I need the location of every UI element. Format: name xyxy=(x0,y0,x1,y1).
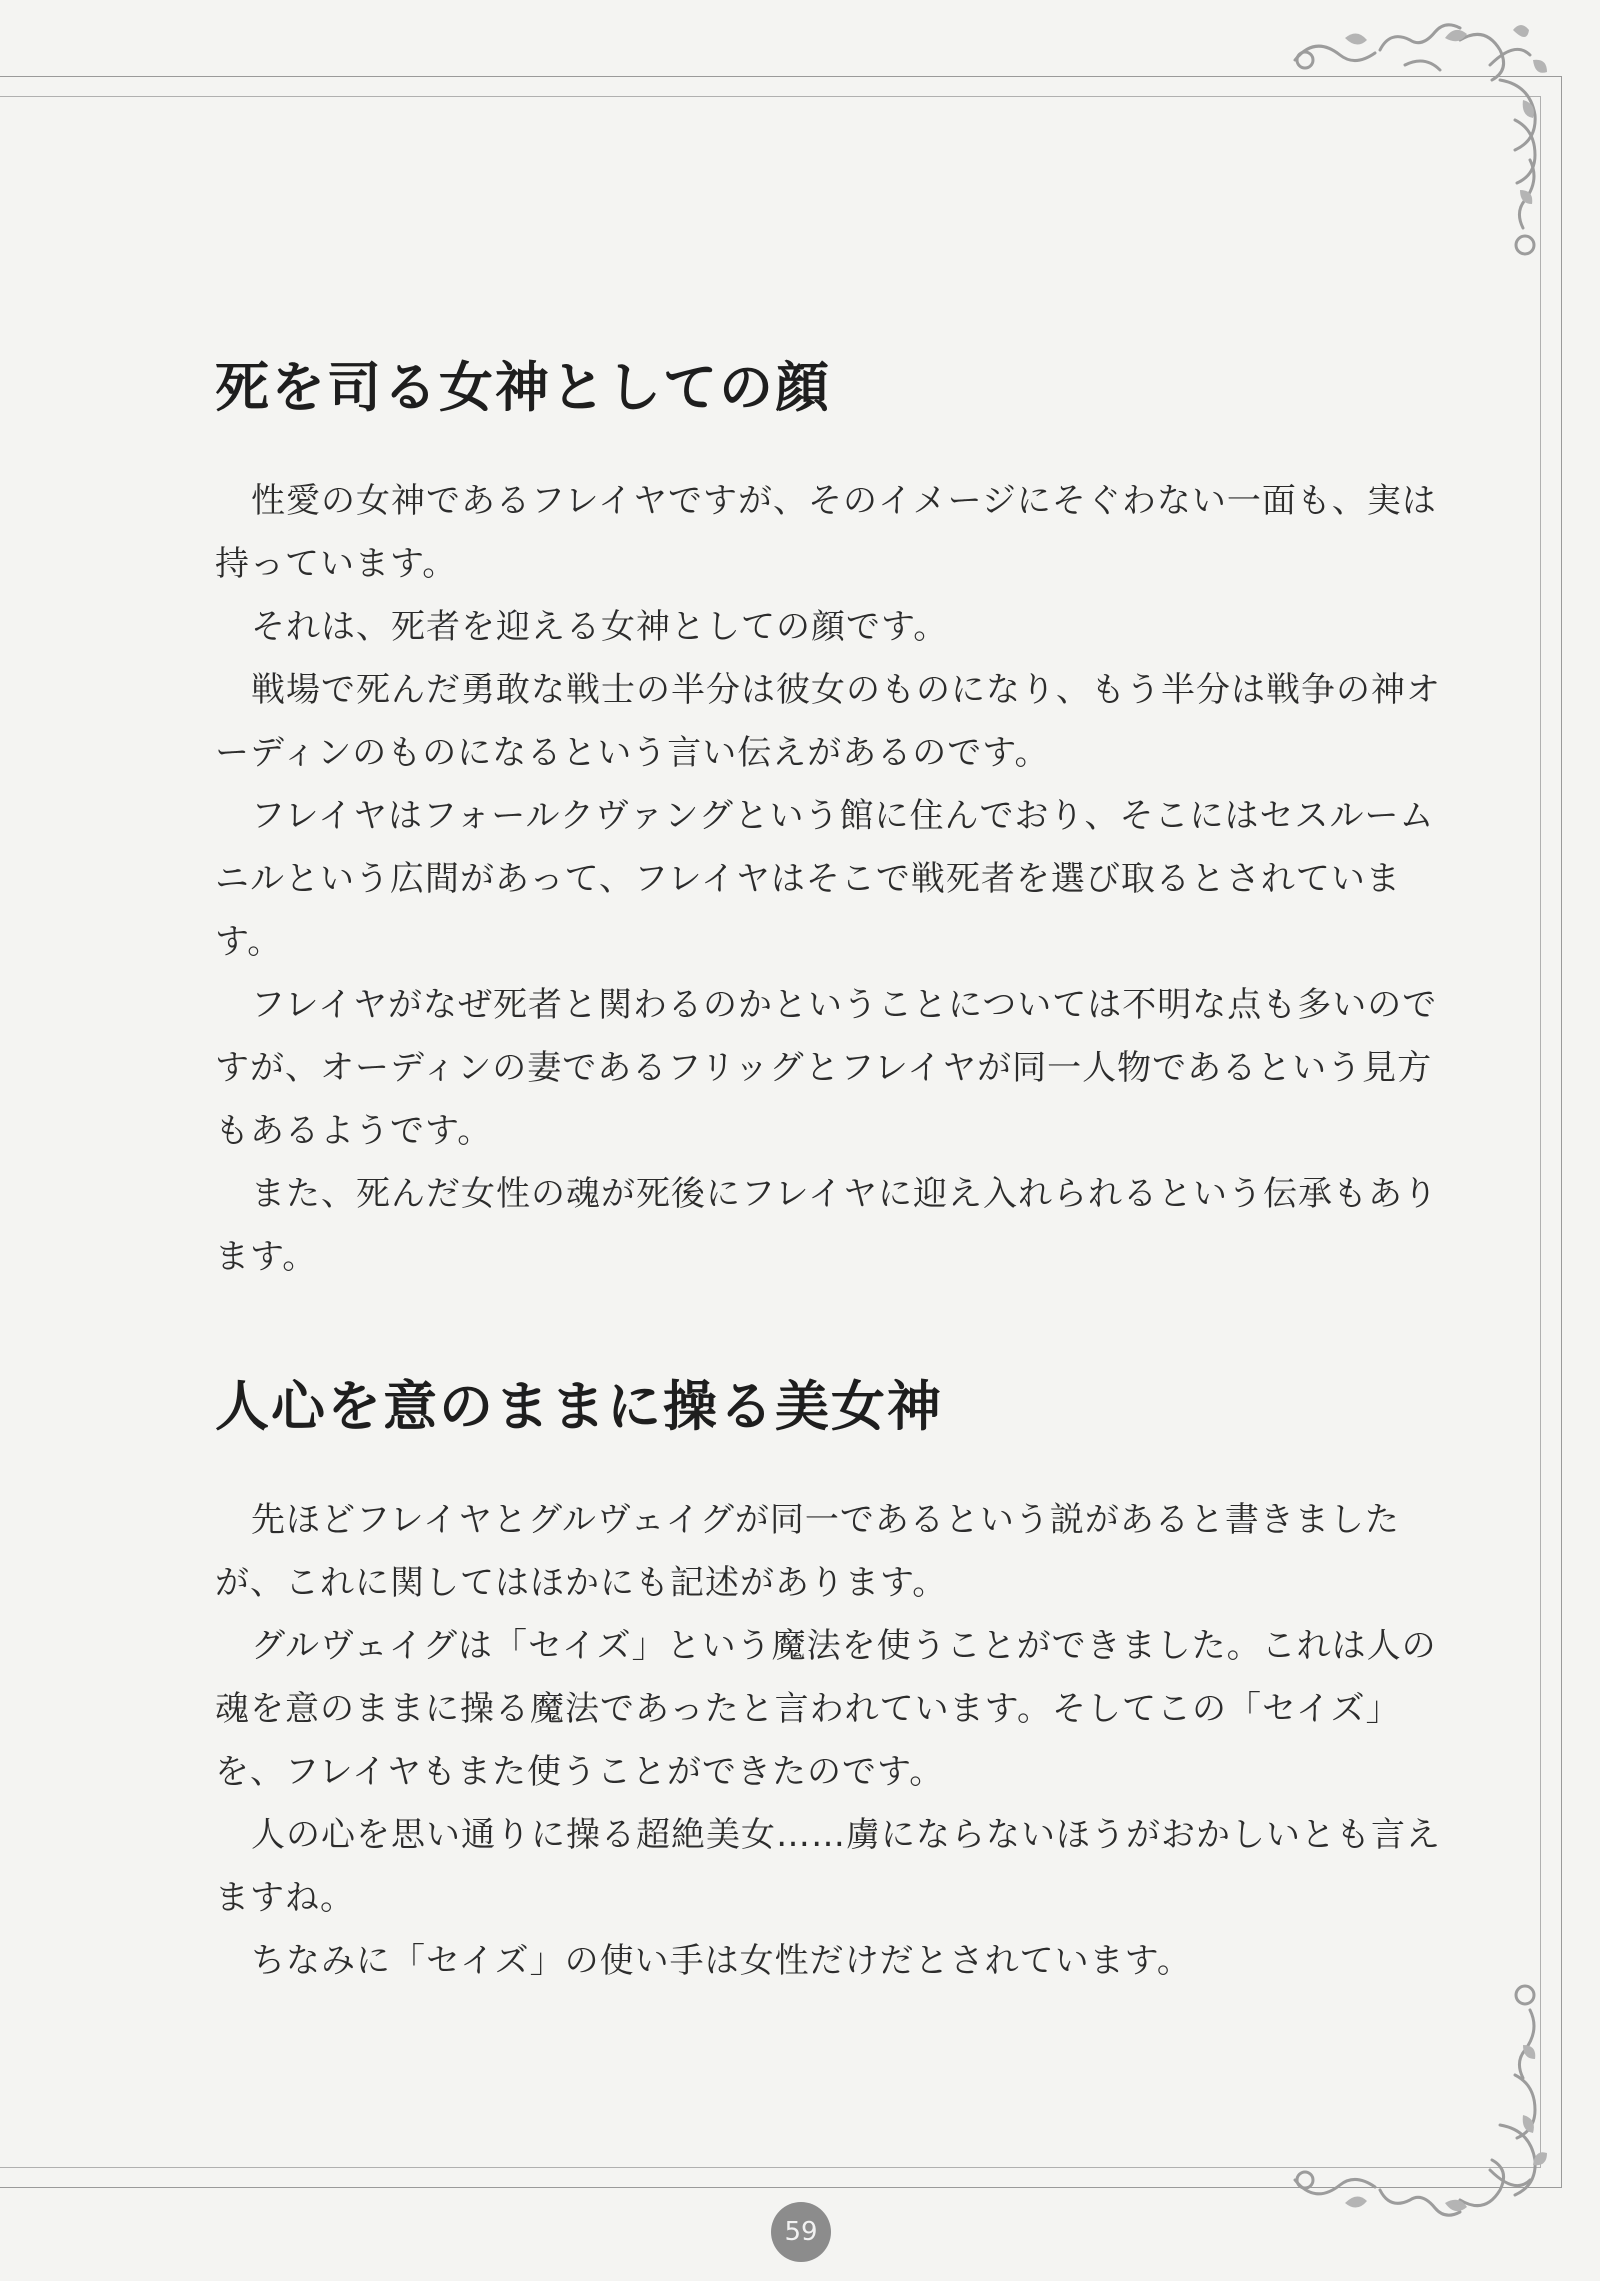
section-title: 人心を意のままに操る美女神 xyxy=(215,1375,943,1438)
paragraph: ちなみに「セイズ」の使い手は女性だけだとされています。 xyxy=(251,1941,1192,1981)
page-content xyxy=(215,352,1445,1993)
section-death-goddess xyxy=(215,352,1445,1289)
paragraph: フレイヤはフォールクヴァングという館に住んでおり、そこにはセスルームニルという広間があって、フレイヤはそこで戦死者を選び取るとされています。 xyxy=(215,796,1435,962)
paragraph: グルヴェイグは「セイズ」という魔法を使うことができました。これは人の魂を意のままに操る魔法であったと言われています。そしてこの「セイズ」を、フレイヤもまた使うことができたのです。 xyxy=(215,1626,1437,1792)
paragraph: 性愛の女神であるフレイヤですが、そのイメージにそぐわない一面も、実は持っています。 xyxy=(215,481,1437,584)
paragraph: 先ほどフレイヤとグルヴェイグが同一であるという説があると書きましたが、これに関してはほかにも記述があります。 xyxy=(215,1500,1400,1603)
paragraph: それは、死者を迎える女神としての顔です。 xyxy=(251,607,949,647)
floral-ornament-top-right-icon xyxy=(1285,20,1555,280)
paragraph: フレイヤがなぜ死者と関わるのかということについては不明な点も多いのですが、オーディンの妻であるフリッグとフレイヤが同一人物であるという見方もあるようです。 xyxy=(215,985,1438,1151)
paragraph: 戦場で死んだ勇敢な戦士の半分は彼女のものになり、もう半分は戦争の神オーディンのものになるという言い伝えがあるのです。 xyxy=(215,670,1441,773)
page-number: 59 xyxy=(771,2202,831,2262)
section-seidr-goddess xyxy=(215,1371,1445,1993)
paragraph: 人の心を思い通りに操る超絶美女……虜にならないほうがおかしいとも言えますね。 xyxy=(215,1815,1441,1918)
section-title: 死を司る女神としての顔 xyxy=(215,356,831,419)
paragraph: また、死んだ女性の魂が死後にフレイヤに迎え入れられるという伝承もあります。 xyxy=(215,1174,1438,1277)
floral-ornament-bottom-right-icon xyxy=(1285,1965,1555,2225)
